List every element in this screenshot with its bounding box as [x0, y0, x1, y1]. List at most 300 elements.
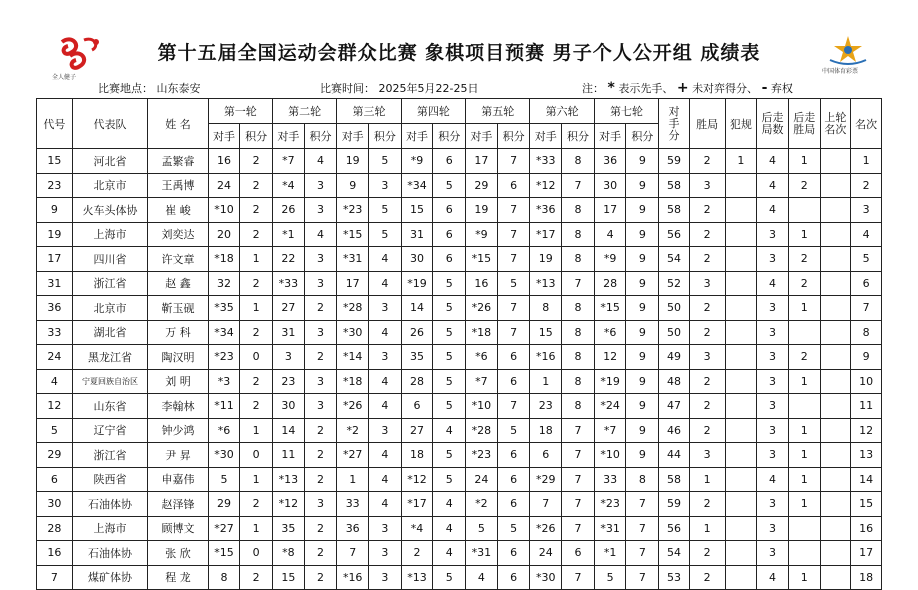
black-games: 3	[757, 394, 789, 419]
round-points: 3	[369, 418, 402, 443]
round-opponent: *30	[530, 565, 562, 590]
round-opponent: *18	[208, 247, 240, 272]
previous-rank	[820, 271, 851, 296]
round-opponent: *26	[466, 296, 498, 321]
round-points: 6	[433, 222, 466, 247]
opponent-score: 52	[659, 271, 690, 296]
round-opponent: 30	[401, 247, 433, 272]
wins-count: 2	[689, 198, 725, 223]
round-opponent: 3	[273, 345, 305, 370]
fouls-count	[725, 296, 757, 321]
black-games: 3	[757, 369, 789, 394]
table-row	[37, 394, 882, 419]
round-opponent: 24	[530, 541, 562, 566]
round-points: 7	[497, 198, 530, 223]
round-points: 4	[369, 320, 402, 345]
round-opponent: 7	[530, 492, 562, 517]
round-points: 4	[369, 247, 402, 272]
previous-rank	[820, 345, 851, 370]
round-opponent: *9	[594, 247, 626, 272]
round-opponent: *9	[466, 222, 498, 247]
player-name: 崔 峻	[148, 198, 208, 223]
round-points: 9	[626, 296, 659, 321]
header-fouls: 犯规	[725, 99, 757, 149]
round-opponent: 17	[337, 271, 369, 296]
team-cell: 浙江省	[72, 443, 148, 468]
opponent-score: 44	[659, 443, 690, 468]
logo-right-text: 中国体育彩票	[822, 68, 859, 75]
fouls-count	[725, 369, 757, 394]
round-opponent: *3	[208, 369, 240, 394]
round-points: 2	[304, 418, 337, 443]
black-games: 3	[757, 443, 789, 468]
black-wins: 1	[788, 443, 820, 468]
header-points: 积分	[369, 124, 402, 149]
round-opponent: *4	[401, 516, 433, 541]
round-points: 5	[369, 149, 402, 174]
note-unplayed: 未对弈得分、	[692, 82, 759, 95]
round-opponent: *10	[466, 394, 498, 419]
black-wins	[788, 394, 820, 419]
player-code: 36	[37, 296, 73, 321]
round-points: 9	[626, 345, 659, 370]
header-rank: 名次	[851, 99, 882, 149]
opponent-score: 58	[659, 173, 690, 198]
header-black-games: 后走局数	[757, 99, 789, 149]
black-games: 3	[757, 320, 789, 345]
opponent-score: 54	[659, 541, 690, 566]
round-opponent: 23	[530, 394, 562, 419]
player-code: 17	[37, 247, 73, 272]
round-points: 7	[562, 565, 595, 590]
table-row	[37, 198, 882, 223]
round-opponent: *12	[530, 173, 562, 198]
round-points: 2	[304, 345, 337, 370]
round-opponent: 15	[273, 565, 305, 590]
round-points: 7	[562, 443, 595, 468]
team-cell: 湖北省	[72, 320, 148, 345]
round-opponent: *7	[594, 418, 626, 443]
team-cell: 北京市	[72, 173, 148, 198]
round-points: 6	[433, 198, 466, 223]
round-points: 2	[304, 516, 337, 541]
round-opponent: *19	[594, 369, 626, 394]
round-opponent: *26	[530, 516, 562, 541]
team-cell: 上海市	[72, 516, 148, 541]
round-opponent: *29	[530, 467, 562, 492]
round-points: 7	[562, 418, 595, 443]
results-table	[36, 98, 882, 590]
minus-symbol-icon: -	[761, 80, 768, 96]
previous-rank	[820, 198, 851, 223]
previous-rank	[820, 296, 851, 321]
player-name: 申嘉伟	[148, 467, 208, 492]
wins-count: 2	[689, 541, 725, 566]
previous-rank	[820, 394, 851, 419]
black-wins: 1	[788, 222, 820, 247]
round-points: 7	[626, 492, 659, 517]
round-opponent: *26	[337, 394, 369, 419]
round-points: 6	[562, 541, 595, 566]
round-points: 5	[433, 369, 466, 394]
round-opponent: 24	[466, 467, 498, 492]
round-opponent: 5	[208, 467, 240, 492]
player-code: 30	[37, 492, 73, 517]
wins-count: 2	[689, 222, 725, 247]
round-points: 0	[240, 443, 273, 468]
round-points: 9	[626, 394, 659, 419]
final-rank: 13	[851, 443, 882, 468]
round-opponent: 9	[337, 173, 369, 198]
wins-count: 2	[689, 320, 725, 345]
fouls-count	[725, 198, 757, 223]
wins-count: 2	[689, 369, 725, 394]
round-opponent: 18	[401, 443, 433, 468]
round-opponent: *28	[466, 418, 498, 443]
opponent-score: 50	[659, 296, 690, 321]
player-code: 19	[37, 222, 73, 247]
opponent-score: 56	[659, 516, 690, 541]
header-opponent: 对手	[530, 124, 562, 149]
black-games: 3	[757, 418, 789, 443]
round-points: 8	[562, 296, 595, 321]
header-points: 积分	[240, 124, 273, 149]
wins-count: 1	[689, 516, 725, 541]
fouls-count	[725, 320, 757, 345]
round-points: 5	[433, 394, 466, 419]
header-prev-rank: 上轮名次	[820, 99, 851, 149]
final-rank: 3	[851, 198, 882, 223]
round-points: 1	[240, 516, 273, 541]
round-opponent: *13	[530, 271, 562, 296]
player-code: 16	[37, 541, 73, 566]
round-points: 2	[240, 149, 273, 174]
round-opponent: 4	[594, 222, 626, 247]
opponent-score: 54	[659, 247, 690, 272]
round-opponent: 33	[594, 467, 626, 492]
round-points: 3	[369, 345, 402, 370]
round-points: 3	[304, 492, 337, 517]
round-points: 3	[304, 320, 337, 345]
wins-count: 3	[689, 271, 725, 296]
round-opponent: 6	[401, 394, 433, 419]
round-opponent: *15	[466, 247, 498, 272]
black-games: 4	[757, 467, 789, 492]
player-code: 29	[37, 443, 73, 468]
round-points: 7	[562, 173, 595, 198]
wins-count: 3	[689, 443, 725, 468]
round-points: 9	[626, 247, 659, 272]
fouls-count: 1	[725, 149, 757, 174]
round-opponent: 6	[530, 443, 562, 468]
round-points: 3	[369, 565, 402, 590]
team-cell: 四川省	[72, 247, 148, 272]
round-points: 9	[626, 443, 659, 468]
round-opponent: 15	[530, 320, 562, 345]
round-opponent: 1	[337, 467, 369, 492]
previous-rank	[820, 222, 851, 247]
team-cell: 煤矿体协	[72, 565, 148, 590]
round-opponent: *8	[273, 541, 305, 566]
round-points: 4	[369, 443, 402, 468]
table-row	[37, 345, 882, 370]
round-points: 6	[497, 541, 530, 566]
round-points: 7	[497, 296, 530, 321]
wins-count: 2	[689, 418, 725, 443]
team-cell: 上海市	[72, 222, 148, 247]
round-points: 8	[562, 394, 595, 419]
player-code: 23	[37, 173, 73, 198]
black-wins: 1	[788, 418, 820, 443]
round-opponent: *1	[273, 222, 305, 247]
player-code: 7	[37, 565, 73, 590]
wins-count: 2	[689, 149, 725, 174]
opponent-score: 59	[659, 492, 690, 517]
round-points: 5	[433, 467, 466, 492]
black-wins: 1	[788, 296, 820, 321]
round-points: 8	[562, 198, 595, 223]
round-points: 4	[369, 492, 402, 517]
player-name: 陶汉明	[148, 345, 208, 370]
round-points: 5	[497, 516, 530, 541]
round-opponent: 18	[530, 418, 562, 443]
black-games: 4	[757, 149, 789, 174]
legend-note	[582, 80, 793, 96]
header-round-3: 第三轮	[337, 99, 401, 124]
round-points: 5	[433, 271, 466, 296]
round-opponent: 11	[273, 443, 305, 468]
round-points: 4	[369, 467, 402, 492]
round-opponent: 22	[273, 247, 305, 272]
player-name: 王禹博	[148, 173, 208, 198]
header-round-4: 第四轮	[401, 99, 465, 124]
round-opponent: 15	[401, 198, 433, 223]
round-points: 7	[497, 320, 530, 345]
black-wins	[788, 320, 820, 345]
header-points: 积分	[562, 124, 595, 149]
opponent-score: 58	[659, 198, 690, 223]
round-points: 4	[433, 492, 466, 517]
date-text: 比赛时间： 2025年5月22-25日	[320, 82, 479, 95]
previous-rank	[820, 149, 851, 174]
header-round-7: 第七轮	[594, 99, 658, 124]
plus-symbol-icon: +	[676, 80, 689, 96]
round-points: 8	[562, 247, 595, 272]
player-name: 赵 鑫	[148, 271, 208, 296]
black-wins	[788, 516, 820, 541]
round-opponent: *34	[208, 320, 240, 345]
round-opponent: 1	[530, 369, 562, 394]
round-opponent: 19	[530, 247, 562, 272]
round-points: 1	[240, 247, 273, 272]
previous-rank	[820, 443, 851, 468]
player-name: 刘 明	[148, 369, 208, 394]
round-points: 3	[304, 394, 337, 419]
player-name: 万 科	[148, 320, 208, 345]
round-opponent: 2	[401, 541, 433, 566]
round-points: 7	[497, 149, 530, 174]
final-rank: 6	[851, 271, 882, 296]
round-points: 4	[369, 394, 402, 419]
team-cell: 石油体协	[72, 492, 148, 517]
final-rank: 5	[851, 247, 882, 272]
round-points: 7	[562, 516, 595, 541]
venue-text: 比赛地点： 山东泰安	[98, 82, 201, 95]
round-points: 6	[433, 149, 466, 174]
round-points: 3	[369, 173, 402, 198]
note-first-move: 表示先手、	[618, 82, 674, 95]
round-points: 9	[626, 320, 659, 345]
round-points: 9	[626, 149, 659, 174]
player-name: 顾博文	[148, 516, 208, 541]
round-opponent: *30	[337, 320, 369, 345]
final-rank: 4	[851, 222, 882, 247]
round-opponent: *17	[401, 492, 433, 517]
black-games: 3	[757, 492, 789, 517]
wins-count: 2	[689, 492, 725, 517]
header-opp-score: 对手分	[659, 99, 690, 149]
opponent-score: 46	[659, 418, 690, 443]
round-points: 1	[240, 296, 273, 321]
header-wins: 胜局	[689, 99, 725, 149]
black-games: 4	[757, 565, 789, 590]
round-points: 3	[304, 173, 337, 198]
round-opponent: 35	[273, 516, 305, 541]
round-opponent: *34	[401, 173, 433, 198]
opponent-score: 53	[659, 565, 690, 590]
fouls-count	[725, 467, 757, 492]
round-opponent: *31	[466, 541, 498, 566]
round-points: 0	[240, 541, 273, 566]
previous-rank	[820, 492, 851, 517]
fouls-count	[725, 271, 757, 296]
round-opponent: 14	[401, 296, 433, 321]
header-opponent: 对手	[594, 124, 626, 149]
player-name: 孟繁睿	[148, 149, 208, 174]
wins-count: 2	[689, 394, 725, 419]
round-points: 5	[433, 173, 466, 198]
table-row	[37, 320, 882, 345]
opponent-score: 58	[659, 467, 690, 492]
black-wins: 1	[788, 369, 820, 394]
round-points: 2	[240, 565, 273, 590]
table-row	[37, 271, 882, 296]
team-cell: 山东省	[72, 394, 148, 419]
player-name: 李翰林	[148, 394, 208, 419]
page-title: 第十五届全国运动会群众比赛 象棋项目预赛 男子个人公开组 成绩表	[157, 42, 761, 64]
black-wins: 1	[788, 565, 820, 590]
round-opponent: *15	[594, 296, 626, 321]
round-opponent: *7	[273, 149, 305, 174]
round-points: 8	[562, 222, 595, 247]
black-games: 3	[757, 541, 789, 566]
round-opponent: *6	[594, 320, 626, 345]
header-round-1: 第一轮	[208, 99, 272, 124]
player-name: 程 龙	[148, 565, 208, 590]
round-points: 2	[304, 443, 337, 468]
black-games: 4	[757, 271, 789, 296]
round-points: 4	[304, 222, 337, 247]
round-opponent: 26	[273, 198, 305, 223]
round-points: 7	[626, 541, 659, 566]
table-row	[37, 541, 882, 566]
black-wins	[788, 198, 820, 223]
header-round-2: 第二轮	[273, 99, 337, 124]
round-points: 7	[562, 492, 595, 517]
round-opponent: *7	[466, 369, 498, 394]
round-points: 4	[304, 149, 337, 174]
team-cell: 陕西省	[72, 467, 148, 492]
round-opponent: *28	[337, 296, 369, 321]
round-opponent: *6	[208, 418, 240, 443]
round-opponent: 27	[401, 418, 433, 443]
round-opponent: *2	[466, 492, 498, 517]
header-opponent: 对手	[208, 124, 240, 149]
final-rank: 10	[851, 369, 882, 394]
round-opponent: 32	[208, 271, 240, 296]
round-opponent: 28	[594, 271, 626, 296]
round-points: 6	[433, 247, 466, 272]
round-opponent: *33	[530, 149, 562, 174]
final-rank: 2	[851, 173, 882, 198]
round-opponent: *9	[401, 149, 433, 174]
round-points: 4	[369, 369, 402, 394]
round-opponent: *17	[530, 222, 562, 247]
round-points: 9	[626, 271, 659, 296]
round-opponent: 8	[530, 296, 562, 321]
header-points: 积分	[497, 124, 530, 149]
wins-count: 3	[689, 173, 725, 198]
player-code: 31	[37, 271, 73, 296]
team-cell: 浙江省	[72, 271, 148, 296]
round-opponent: *27	[337, 443, 369, 468]
black-games: 3	[757, 247, 789, 272]
round-opponent: *10	[208, 198, 240, 223]
round-points: 7	[497, 247, 530, 272]
round-opponent: *14	[337, 345, 369, 370]
wins-count: 1	[689, 467, 725, 492]
table-row	[37, 296, 882, 321]
fouls-count	[725, 418, 757, 443]
round-points: 6	[497, 492, 530, 517]
round-points: 8	[562, 320, 595, 345]
team-cell: 辽宁省	[72, 418, 148, 443]
round-points: 6	[497, 345, 530, 370]
round-opponent: *31	[594, 516, 626, 541]
round-opponent: *30	[208, 443, 240, 468]
round-opponent: 33	[337, 492, 369, 517]
player-code: 28	[37, 516, 73, 541]
round-opponent: *12	[273, 492, 305, 517]
round-opponent: *23	[337, 198, 369, 223]
table-row	[37, 369, 882, 394]
player-name: 张 欣	[148, 541, 208, 566]
round-opponent: *1	[594, 541, 626, 566]
round-opponent: *36	[530, 198, 562, 223]
previous-rank	[820, 247, 851, 272]
round-points: 2	[240, 271, 273, 296]
round-opponent: 5	[466, 516, 498, 541]
black-games: 3	[757, 222, 789, 247]
opponent-score: 47	[659, 394, 690, 419]
fouls-count	[725, 247, 757, 272]
round-opponent: *13	[401, 565, 433, 590]
round-opponent: 17	[466, 149, 498, 174]
team-cell: 火车头体协	[72, 198, 148, 223]
header-name: 姓 名	[148, 99, 208, 149]
round-opponent: 26	[401, 320, 433, 345]
header-opponent: 对手	[337, 124, 369, 149]
